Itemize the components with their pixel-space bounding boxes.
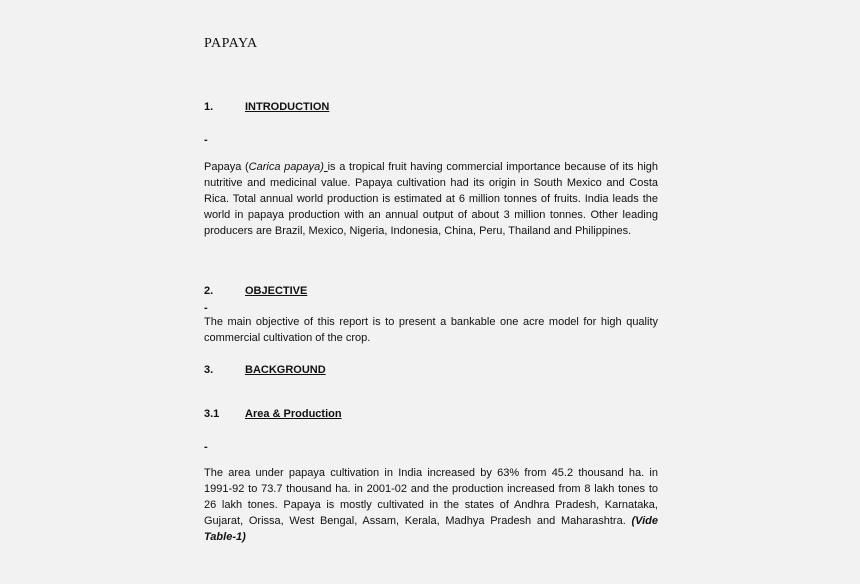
area-production-paragraph	[204, 465, 658, 545]
section-number: 1.	[204, 101, 214, 113]
section-heading-area-production	[204, 408, 342, 420]
section-dash: -	[204, 441, 208, 453]
section-title: OBJECTIVE	[245, 285, 308, 297]
section-dash: -	[204, 134, 208, 146]
section-title: Area & Production	[245, 408, 342, 420]
section-dash: -	[204, 302, 208, 314]
section-title: BACKGROUND	[245, 364, 326, 376]
intro-text-rest: is a tropical fruit having commercial importance because of its high nutritive and medicinal value. Papaya cultivation had its origin in South Mexico and Costa Rica. Total annual world production is estimated at 6 million tonnes of fruits. India leads the world in papaya production with an annual output of about 3 million tonnes. Other leading producers are Brazil, Mexico, Nigeria, Indonesia, China, Peru, Thailand and Philippines.	[204, 161, 659, 237]
document-title: PAPAYA	[204, 36, 258, 51]
section-number: 3.	[204, 364, 214, 376]
section-heading-introduction	[204, 101, 329, 113]
intro-text-start: Papaya (	[204, 161, 249, 173]
section-heading-background	[204, 364, 326, 376]
area-text: The area under papaya cultivation in India increased by 63% from 45.2 thousand ha. in 1991-92 to 73.7 thousand ha. in 2001-02 and the production increased from 8 lakh tones to 26 lakh tones. Papaya is mostly cultivated in the states of Andhra Pradesh, Karnataka, Gujarat, Orissa, West Bengal, Assam, Kerala, Madhya Pradesh and Maharashtra.	[204, 467, 658, 527]
section-heading-objective	[204, 285, 307, 297]
intro-species-name: Carica papaya)	[248, 161, 324, 173]
table-reference: (Vide Table-1)	[204, 515, 658, 543]
section-number: 3.1	[204, 408, 220, 420]
section-number: 2.	[204, 285, 214, 297]
introduction-paragraph	[204, 159, 658, 239]
section-title: INTRODUCTION	[245, 101, 330, 113]
objective-paragraph: The main objective of this report is to present a bankable one acre model for high quality commercial cultivation of the crop.	[204, 316, 658, 344]
